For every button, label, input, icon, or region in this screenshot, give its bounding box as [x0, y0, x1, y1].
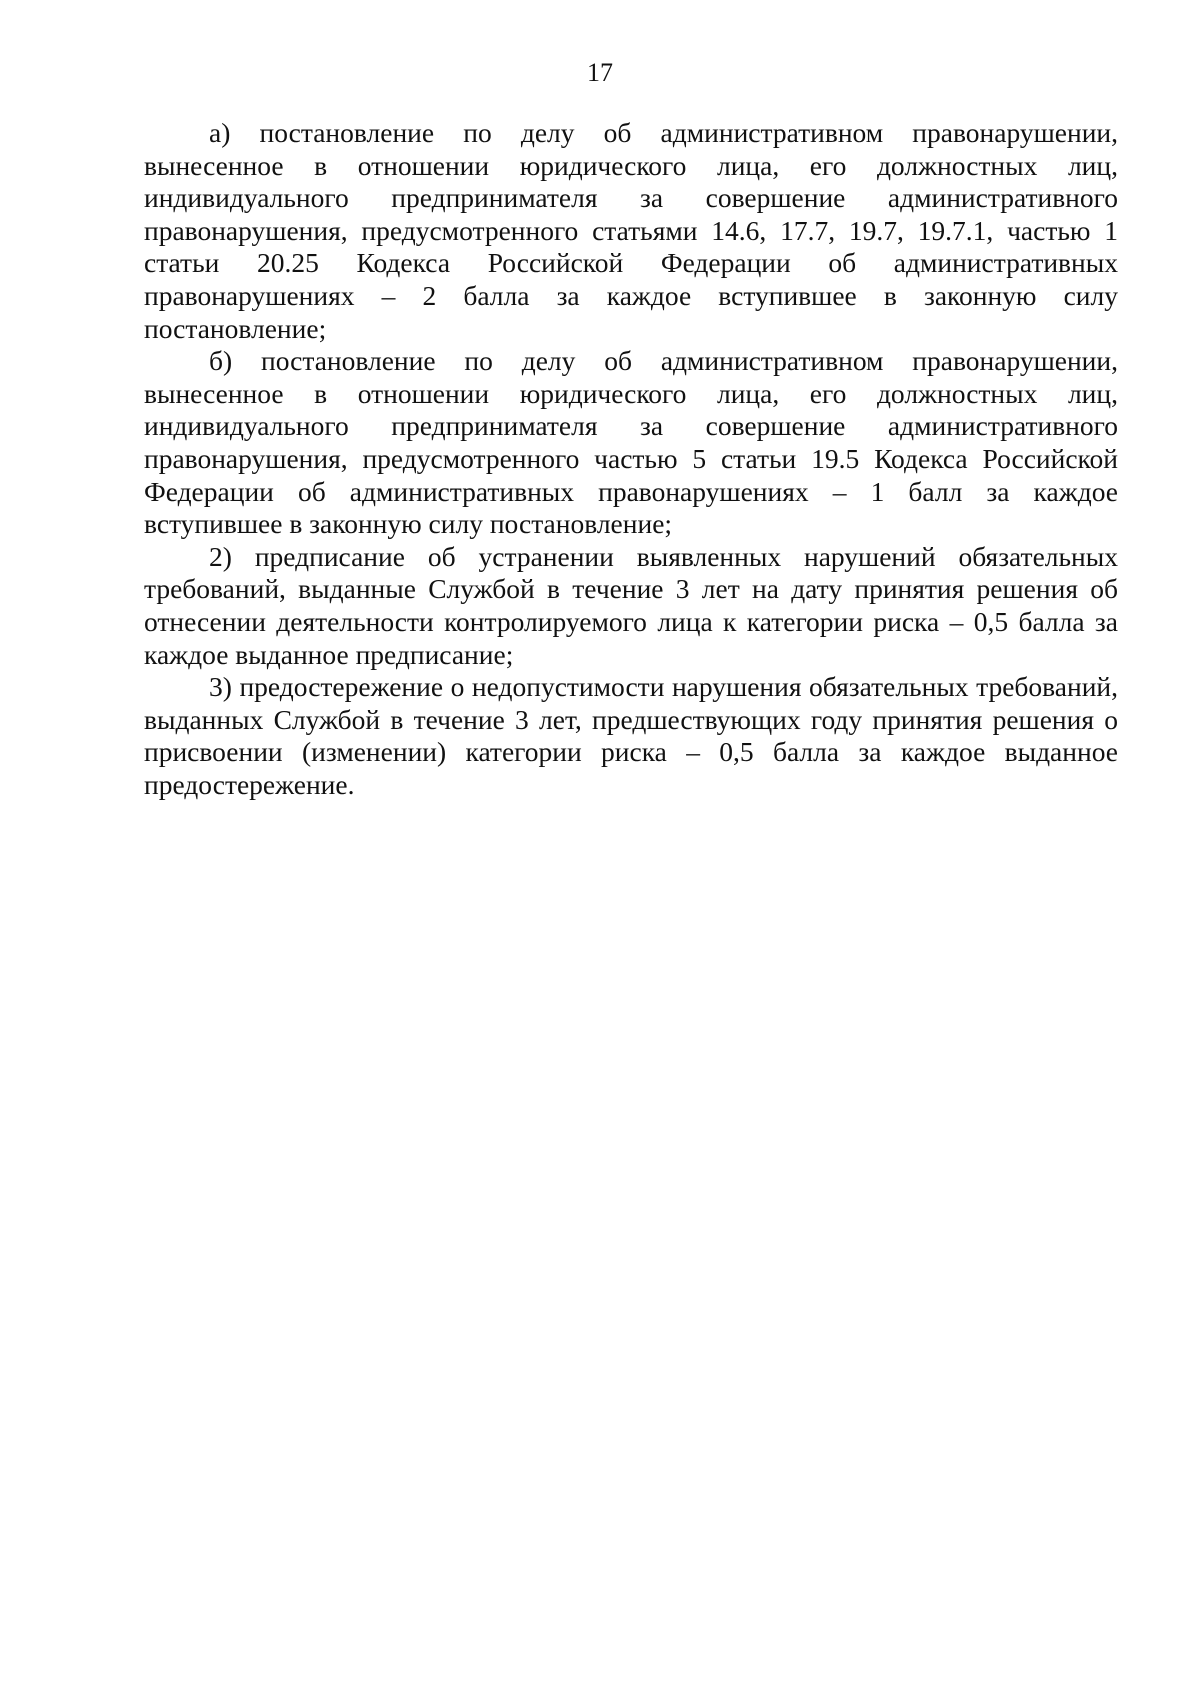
page-number: 17: [587, 58, 613, 87]
paragraph-2: 2) предписание об устранении выявленных нарушений обязательных требований, выданные Службой в течение 3 лет на дату принятия решения об отнесении деятельности контролируемого лица к категории риска – 0,5 балла за каждое выданное предписание;: [144, 540, 1118, 670]
paragraph-3: 3) предостережение о недопустимости нарушения обязательных требований, выданных Службой в течение 3 лет, предшествующих году принятия решения о присвоении (изменении) категории риска – 0,5 балла за каждое выданное предостережение.: [144, 671, 1118, 800]
document-body: [144, 117, 1118, 801]
paragraph-a: а) постановление по делу об административном правонарушении, вынесенное в отношении юридического лица, его должностных лиц, индивидуального предпринимателя за совершение административного правонарушения, предусмотренного статьями 14.6, 17.7, 19.7, 19.7.1, частью 1 статьи 20.25 Кодекса Российской Федерации об административных правонарушениях – 2 балла за каждое вступившее в законную силу постановление;: [144, 117, 1118, 344]
paragraph-b: б) постановление по делу об административном правонарушении, вынесенное в отношении юридического лица, его должностных лиц, индивидуального предпринимателя за совершение административного правонарушения, предусмотренного частью 5 статьи 19.5 Кодекса Российской Федерации об административных правонарушениях – 1 балл за каждое вступившее в законную силу постановление;: [144, 345, 1118, 540]
